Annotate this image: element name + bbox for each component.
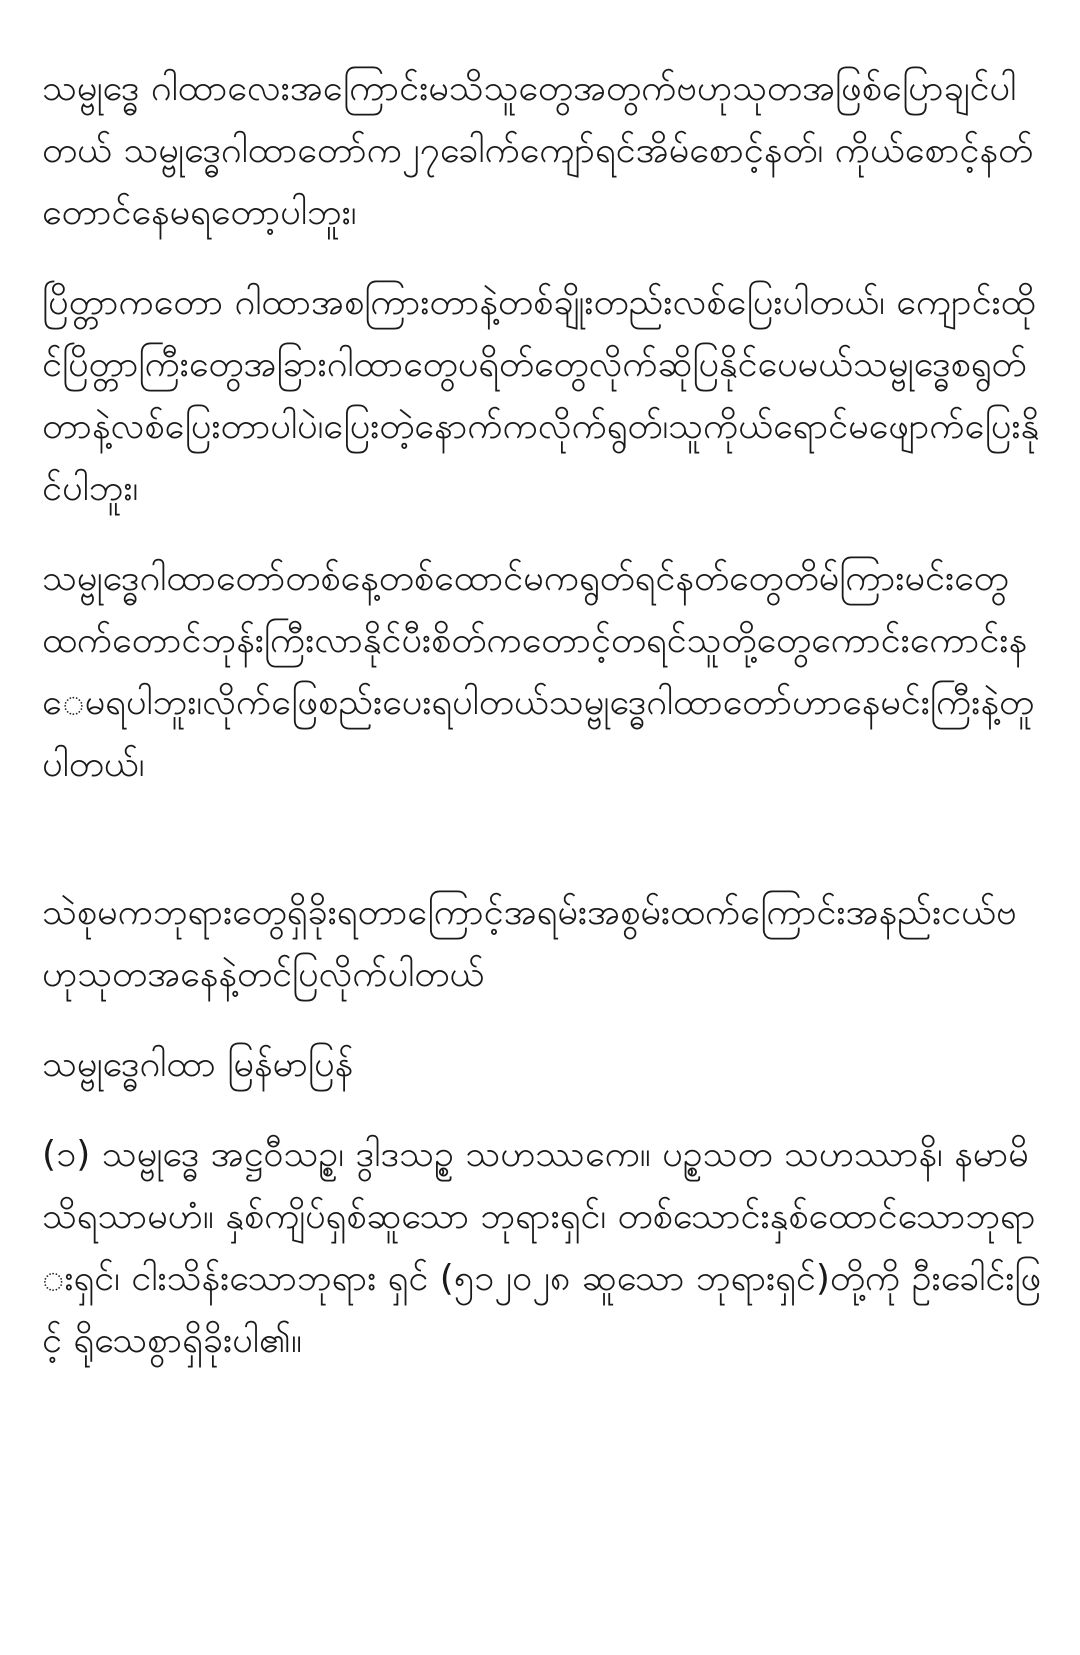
- article-body: [42, 58, 1042, 1400]
- paragraph-intro: သမ္ဗုဒ္ဓေ ဂါထာလေးအကြောင်းမသိသူတွေအတွက်ဗဟုသုတအဖြစ်ပြောချင်ပါတယ် သမ္ဗုဒ္ဓေဂါထာတော်က၂၇ခေါက်ကျော်ရင်အိမ်စောင့်နတ်၊ ကိုယ်စောင့်နတ်တောင်နေမရတော့ပါဘူး၊: [42, 68, 1034, 233]
- paragraph-daily-recitation: သမ္ဗုဒ္ဓေဂါထာတော်တစ်နေ့တစ်ထောင်မကရွတ်ရင်နတ်တွေတိမ်ကြားမင်းတွေထက်တောင်ဘုန်းကြီးလာနိုင်ပီးစိတ်ကတောင့်တရင်သူတို့တွေကောင်းကောင်းနေမရပါဘူး၊လိုက်ဖြေစည်းပေးရပါတယ်သမ္ဗုဒ္ဓေဂါထာတော်ဟာနေမင်းကြီးနဲ့တူပါတယ်၊: [42, 558, 1035, 785]
- paragraph-ghosts: ပြိတ္တာကတော ဂါထာအစကြားတာနဲ့တစ်ချိုးတည်းလစ်ပြေးပါတယ်၊ ကျောင်းထိုင်ပြိတ္တာကြီးတွေအခြားဂါထာတွေပရိတ်တွေလိုက်ဆိုပြနိုင်ပေမယ်သမ္ဗုဒ္ဓေစရွတ်တာနဲ့လစ်ပြေးတာပါပဲ၊ပြေးတဲ့နောက်ကလိုက်ရွတ်၊သူကိုယ်ရောင်မဖျောက်ပြေးနိုင်ပါဘူး၊: [42, 282, 1040, 509]
- section-heading: သမ္ဗုဒ္ဓေဂါထာ မြန်မာပြန်: [42, 1044, 354, 1085]
- paragraph-summary: သဲစုမကဘုရားတွေရှိခိုးရတာကြောင့်အရမ်းအစွမ်းထက်ကြောင်းအနည်းငယ်ဗဟုသုတအနေနဲ့တင်ပြလိုက်ပါတယ်: [42, 892, 1017, 995]
- paragraph-verse-1: (၁) သမ္ဗုဒ္ဓေ အဋ္ဌဝီသဉ္စ၊ ဒွါဒသဉ္စ သဟဿကေ။ ပဉ္စသတ သဟဿာနိ၊ နမာမိ သိရသာမဟံ။ နှစ်ကျိပ်ရှစ်ဆူသော ဘုရားရှင်၊ တစ်သောင်းနှစ်ထောင်သောဘုရားရှင်၊ ငါးသိန်းသောဘုရား ရှင် (၅၁၂၀၂၈ ဆူသော ဘုရားရှင်)တို့ကို ဦးခေါင်းဖြင့် ရိုသေစွာရှိခိုးပါ၏။: [42, 1134, 1042, 1361]
